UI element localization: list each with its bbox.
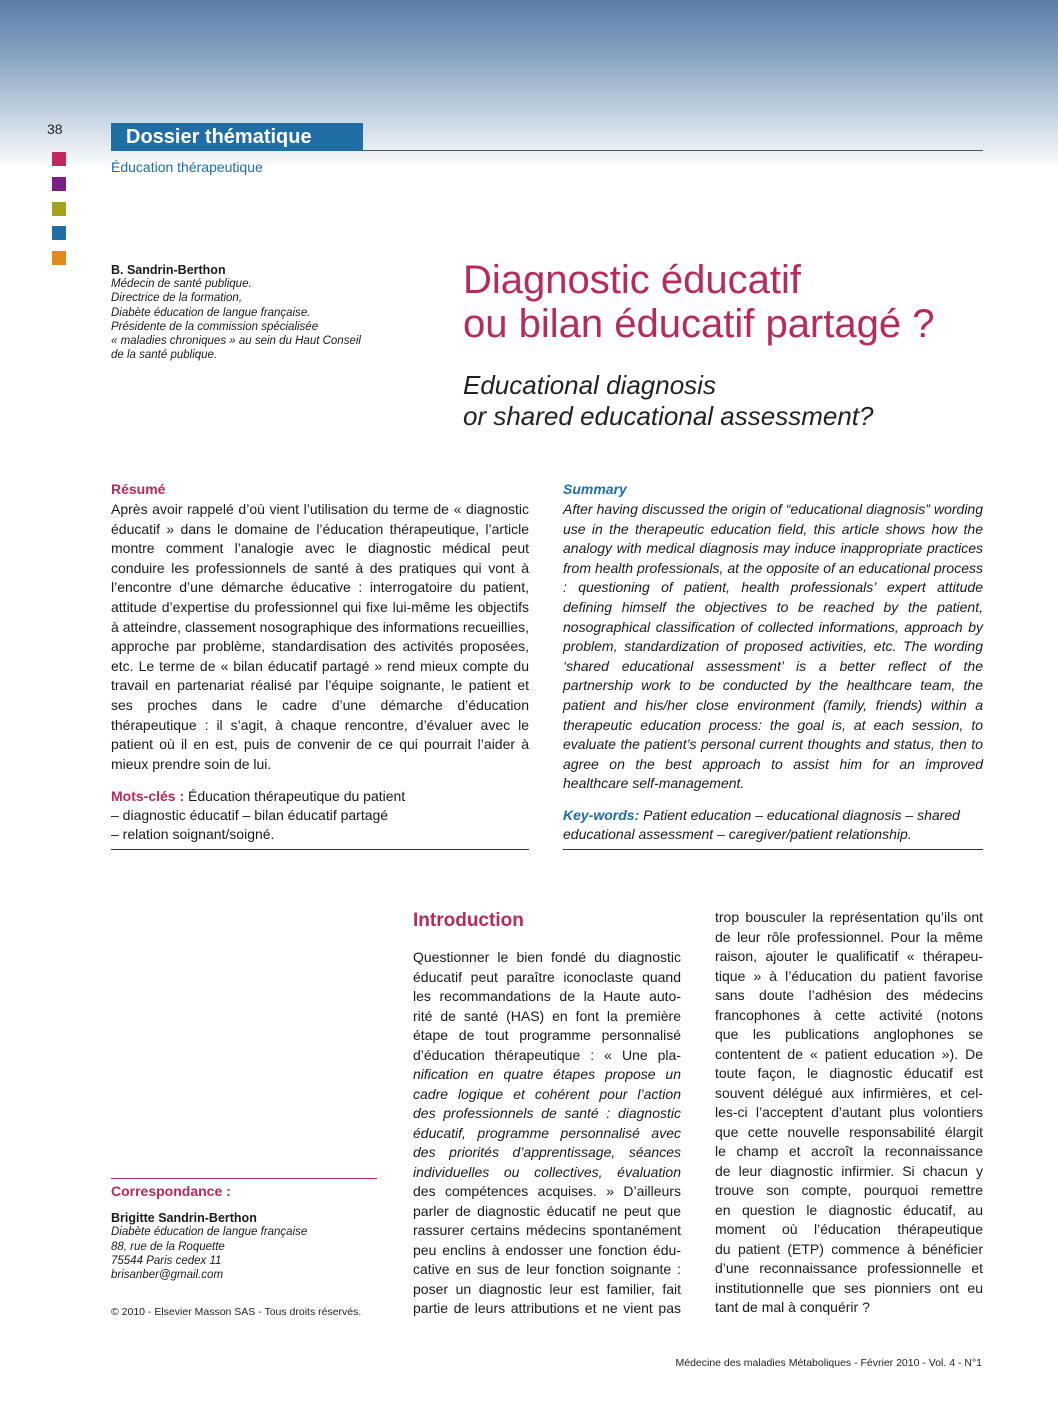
accent-square xyxy=(52,202,66,216)
intro-line: éducatif peut paraître iconoclaste quand xyxy=(413,968,681,985)
resume-heading: Résumé xyxy=(111,481,166,497)
intro-line: des professionnels de santé : diagnostic xyxy=(413,1105,681,1121)
intro-line: les-ci l’acceptent d’autant plus volontiers xyxy=(715,1104,983,1120)
keywords-fr-line: – relation soignant/soigné. xyxy=(111,826,275,842)
intro-line: cadre logique et cohérent pour l’action xyxy=(413,1085,681,1102)
correspondance-address-line: 75544 Paris cedex 11 xyxy=(111,1254,222,1267)
author-affiliation-line: Directrice de la formation, xyxy=(111,292,243,305)
intro-line: tique » à l’éducation du patient favorise xyxy=(715,967,983,984)
intro-line: francophones à cette activité (notons xyxy=(715,1006,983,1023)
intro-line: sans doute l’adhésion des médecins xyxy=(715,987,983,1003)
keywords-en-line: educational assessment – caregiver/patient relationship. xyxy=(563,826,912,842)
accent-square xyxy=(52,226,66,240)
article-subtitle-line: or shared educational assessment? xyxy=(463,401,874,431)
introduction-column-2 xyxy=(715,908,983,1318)
correspondance-name: Brigitte Sandrin-Berthon xyxy=(111,1211,257,1225)
article-subtitle-line: Educational diagnosis xyxy=(463,370,716,400)
intro-line: individuelles ou collectives, évaluation xyxy=(413,1163,681,1180)
intro-line: le champ et accroît la reconnaissance xyxy=(715,1143,983,1159)
intro-line: contentent de « patient education »). De xyxy=(715,1045,983,1062)
article-title-line: Diagnostic éducatif xyxy=(463,258,801,302)
keywords-en-label: Key-words: xyxy=(563,807,640,823)
author-block xyxy=(111,263,401,362)
page-number: 38 xyxy=(47,121,63,137)
keywords-fr-label: Mots-clés : xyxy=(111,788,185,804)
summary-block xyxy=(563,480,983,794)
section-label: Éducation thérapeutique xyxy=(111,159,263,175)
dossier-label: Dossier thématique xyxy=(111,123,363,151)
intro-line: de leur rôle professionnel. Pour la même xyxy=(715,928,983,945)
author-affiliation-line: Présidente de la commission spécialisée xyxy=(111,320,319,333)
intro-line: étape de tout programme personnalisé xyxy=(413,1027,681,1043)
intro-line: des compétences acquises. » D’ailleurs xyxy=(413,1183,681,1199)
intro-line: poser un diagnostic leur est familier, fait xyxy=(413,1280,681,1297)
intro-line: parler de diagnostic éducatif ne peut que xyxy=(413,1202,681,1219)
intro-line: d’une reconnaissance professionnelle et xyxy=(715,1260,983,1276)
intro-line: cative en sus de leur fonction soignante : xyxy=(413,1261,681,1277)
intro-line: nification en quatre étapes propose un xyxy=(413,1066,681,1082)
correspondance-email: brisanber@gmail.com xyxy=(111,1269,224,1282)
intro-line: peu enclins à endosser une fonction édu- xyxy=(413,1241,681,1258)
keywords-fr-line: – diagnostic éducatif – bilan éducatif partagé xyxy=(111,807,389,823)
intro-line: tant de mal à conquérir ? xyxy=(715,1299,870,1315)
correspondance-address-line: Diabète éducation de langue française xyxy=(111,1226,308,1239)
keywords-fr-line: Éducation thérapeutique du patient xyxy=(188,788,406,804)
keywords-en xyxy=(563,806,983,844)
article-subtitle xyxy=(463,370,873,432)
intro-line: partie de leurs attributions et ne vient pas xyxy=(413,1300,681,1316)
keywords-fr xyxy=(111,787,529,844)
intro-line: des priorités d’apprentissage, séances xyxy=(413,1144,681,1160)
author-affiliation-line: Médecin de santé publique. xyxy=(111,278,252,291)
intro-line: rité de santé (HAS) en font la première xyxy=(413,1007,681,1024)
summary-bottom-rule xyxy=(563,849,983,850)
intro-line: de leur diagnostic infirmier. Si chacun y xyxy=(715,1162,983,1179)
resume-text: Après avoir rappelé d’où vient l’utilisation du terme de « diagnostic éducatif » dans le domaine de l’éducation thérapeutique, l’article montre comment l’analogie avec le diagnostic médical peut conduire les professionnels de santé à des pratiques qui vont à l’encontre d’une démarche éducative : interrogatoire du patient, attitude d’expertise du professionnel qui fixe lui-même les objectifs à atteindre, classement nosographique des informations recueillies, approche par problème, standardisation des activités proposées, etc. Le terme de « bilan éducatif partagé » rend mieux compte du travail en partenariat réalisé par l’équipe soignante, le patient et ses proches dans le cadre d’une démarche d’éducation thérapeutique : il s’agit, à chaque rencontre, d’évaluer avec le patient où il en est, puis de convenir de ce qui pourrait l’aider à mieux prendre soin de lui. xyxy=(111,501,529,772)
intro-line: trouve son compte, pourquoi remettre xyxy=(715,1182,983,1198)
intro-line: éducatif, programme personnalisé avec xyxy=(413,1124,681,1141)
copyright-notice: © 2010 - Elsevier Masson SAS - Tous droits réservés. xyxy=(111,1306,362,1318)
intro-line: du patient (ETP) commence à bénéficier xyxy=(715,1240,983,1257)
correspondance-block xyxy=(111,1211,307,1282)
accent-square xyxy=(52,152,66,166)
author-affiliation-line: de la santé publique. xyxy=(111,349,218,362)
intro-line: que les publications anglophones se xyxy=(715,1026,983,1042)
accent-square xyxy=(52,251,66,265)
intro-line: Questionner le bien fondé du diagnostic xyxy=(413,949,681,965)
resume-block xyxy=(111,480,529,774)
intro-line: rassurer certains médecins spontanément xyxy=(413,1222,681,1238)
introduction-column-1 xyxy=(413,948,681,1319)
intro-line: raison, ajouter le qualificatif « thérapeu- xyxy=(715,948,983,964)
correspondance-address-line: 88, rue de la Roquette xyxy=(111,1240,225,1253)
introduction-heading: Introduction xyxy=(413,910,524,931)
intro-line: d’éducation thérapeutique : « Une pla- xyxy=(413,1046,681,1063)
correspondance-rule xyxy=(111,1178,377,1179)
intro-line: en question le diagnostic éducatif, au xyxy=(715,1201,983,1218)
journal-footer: Médecine des maladies Métaboliques - Février 2010 - Vol. 4 - N°1 xyxy=(675,1357,982,1369)
correspondance-heading: Correspondance : xyxy=(111,1183,231,1199)
header-rule xyxy=(363,150,983,151)
author-name: B. Sandrin-Berthon xyxy=(111,263,226,277)
keywords-en-line: Patient education – educational diagnosis – shared xyxy=(643,807,960,823)
author-affiliation-line: « maladies chroniques » au sein du Haut Conseil xyxy=(111,335,361,348)
intro-line: trop bousculer la représentation qu’ils ont xyxy=(715,909,983,925)
intro-line: les recommandations de la Haute auto- xyxy=(413,988,681,1004)
summary-text: After having discussed the origin of “educational diagnosis” wording use in the therapeutic education field, this article shows how the analogy with medical diagnosis may induce inappropriate practices from health professionals, at the opposite of an educational process : questioning of patient, health professionals’ expert attitude defining himself the objectives to be reached by the patient, nosographical classification of collected informations, approach by problem, standardization of proposed activities, etc. The wording ‘shared educational assessment’ is a better reflect of the partnership work to be conducted by the healthcare team, the patient and his/her close environment (family, friends) within a therapeutic education process: the goal is, at each session, to evaluate the patient’s personal current thoughts and status, then to agree on the best approach to assist him for an improved healthcare self-management. xyxy=(563,501,983,792)
intro-line: toute façon, le diagnostic éducatif est xyxy=(715,1065,983,1081)
summary-heading: Summary xyxy=(563,481,627,497)
intro-line: que cette nouvelle responsabilité élargit xyxy=(715,1123,983,1140)
article-title xyxy=(463,258,934,346)
intro-line: souvent délégué aux infirmières, et cel- xyxy=(715,1084,983,1101)
accent-square xyxy=(52,177,66,191)
resume-bottom-rule xyxy=(111,849,529,850)
intro-line: institutionnelle que ses pionniers ont eu xyxy=(715,1279,983,1296)
author-affiliation-line: Diabète éducation de langue française. xyxy=(111,306,311,319)
article-title-line: ou bilan éducatif partagé ? xyxy=(463,302,935,346)
intro-line: moment où l’éducation thérapeutique xyxy=(715,1221,983,1237)
